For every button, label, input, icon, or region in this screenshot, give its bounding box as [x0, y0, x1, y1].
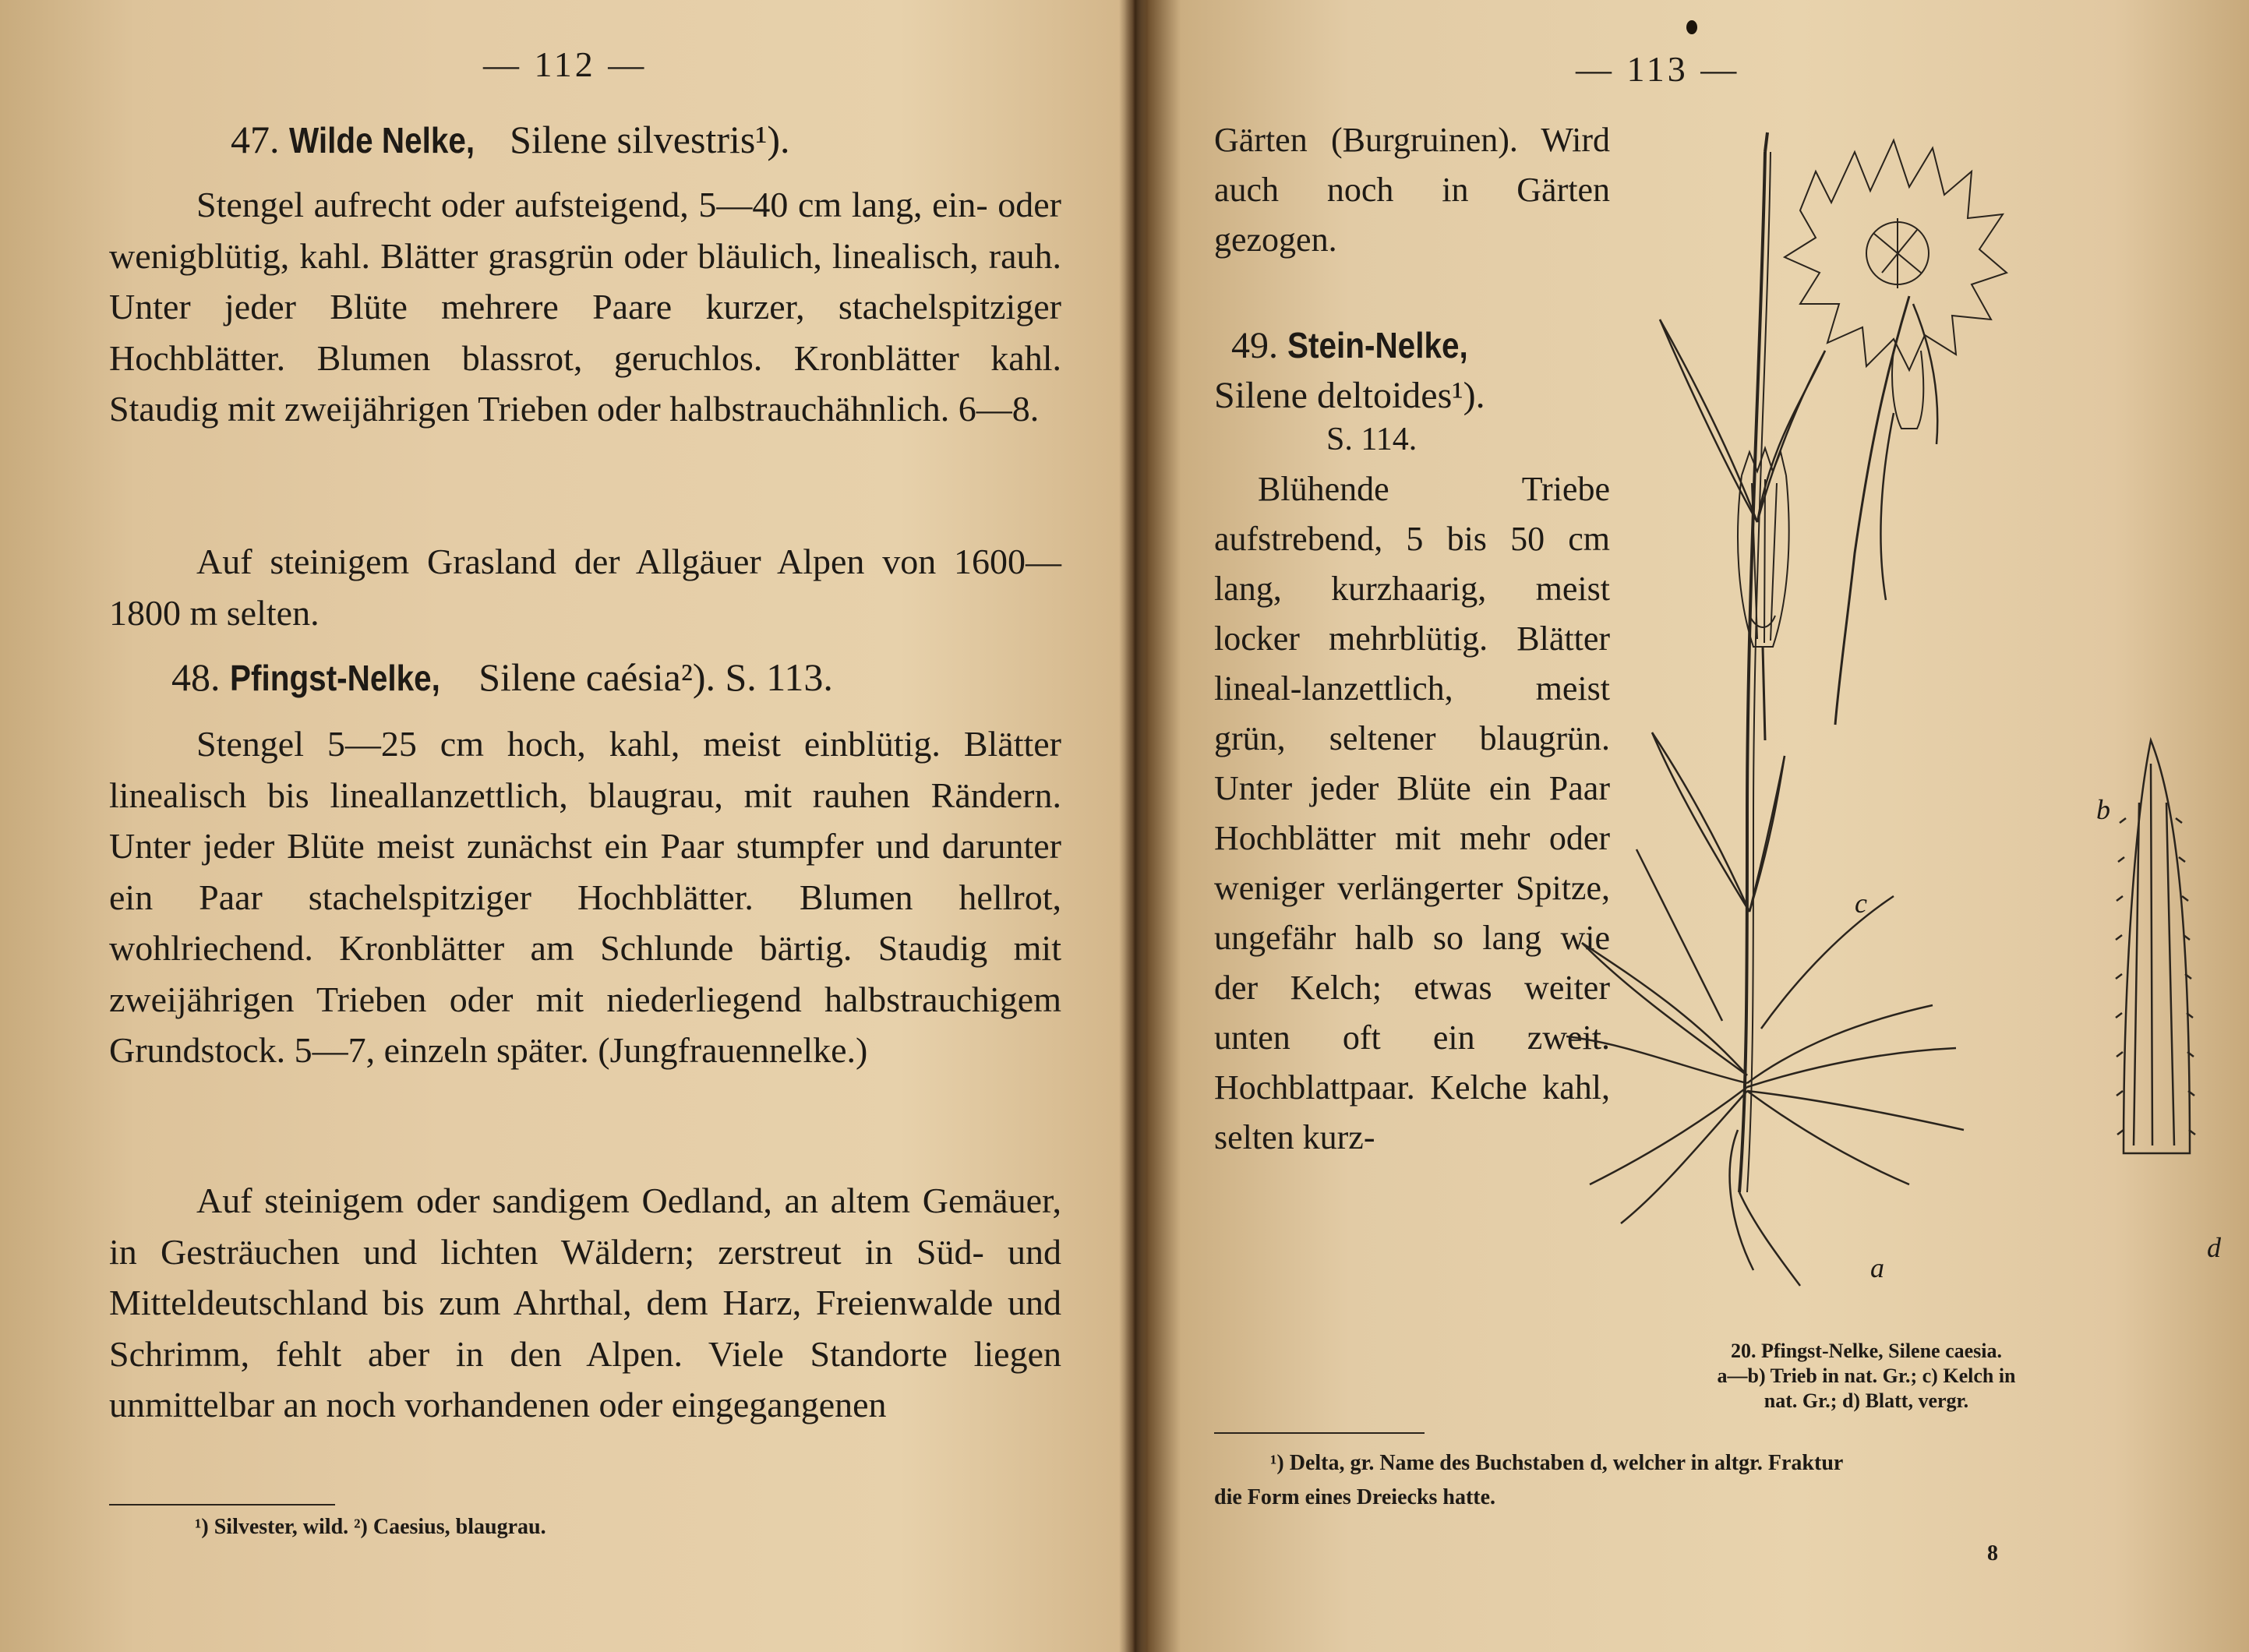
- footnote-rule-left: [109, 1504, 335, 1506]
- right-page: [1146, 0, 2249, 1652]
- footnote-left: ¹) Silvester, wild. ²) Caesius, blaugrau.: [195, 1515, 546, 1539]
- entry-48-description: Stengel 5—25 cm hoch, kahl, meist einblütig. Blätter linealisch bis lineallanzettlich, blaugrau, mit rauhen Rändern. Unter jeder Blüte meist zunächst ein Paar stumpfer und darunter ein Paar stachelspitziger Hochblätter. Blumen hellrot, wohlriechend. Kronblätter am Schlunde bärtig. Staudig mit zweijährigen Trieben oder mit niederliegend halbstrauchigem Grundstock. 5—7, einzeln später. (Jungfrauennelke.): [109, 724, 1061, 1070]
- entry-48-name: Pfingst-Nelke,: [230, 658, 440, 698]
- figure-label-a: a: [1870, 1252, 1884, 1283]
- figure-label-d: d: [2207, 1232, 2221, 1263]
- entry-48-number: 48.: [171, 655, 221, 699]
- book-gutter: [1119, 0, 1149, 1652]
- page-number-left: — 112 —: [483, 44, 648, 84]
- footnote-right-line-1: ¹) Delta, gr. Name des Buchstaben d, welcher in altgr. Fraktur: [1270, 1451, 1844, 1475]
- figure-caption-line-3: nat. Gr.; d) Blatt, vergr.: [1764, 1389, 1969, 1412]
- footnote-rule-right: [1214, 1432, 1425, 1434]
- footnote-right-line-2: die Form eines Dreiecks hatte.: [1214, 1485, 1496, 1509]
- entry-49-description: Blühende Triebe aufstrebend, 5 bis 50 cm lang, kurzhaarig, meist locker mehrblütig. Blätter lineal-lanzettlich, meist grün, seltener blaugrün. Unter jeder Blüte ein Paar Hochblätter mit mehr oder weniger verlängerter Spitze, ungefähr halb so lang wie der Kelch; etwas weiter unten oft ein zweit. Hochblattpaar. Kelche kahl, selten kurz-: [1214, 470, 1610, 1156]
- figure-label-b: b: [2096, 794, 2110, 825]
- figure-label-c: c: [1855, 888, 1867, 919]
- entry-49-reference: S. 114.: [1326, 422, 1418, 457]
- entry-47-name: Wilde Nelke,: [289, 120, 475, 161]
- entry-49-latin: Silene deltoides¹).: [1214, 375, 1485, 416]
- entry-48-heading: [171, 655, 833, 700]
- figure-caption-line-2: a—b) Trieb in nat. Gr.; c) Kelch in: [1717, 1364, 2016, 1387]
- entry-47-heading: [231, 117, 789, 162]
- signature-mark: 8: [1987, 1541, 1998, 1566]
- left-page: [0, 0, 1122, 1652]
- entry-48-latin: Silene caésia²). S. 113.: [468, 655, 833, 699]
- entry-47-latin: Silene silvestris¹).: [500, 118, 790, 161]
- page-number-right: — 113 —: [1576, 49, 1740, 89]
- entry-49-number: 49.: [1231, 325, 1278, 366]
- continuation-text: Gärten (Burgruinen). Wird auch noch in Gärten gezogen.: [1214, 121, 1610, 259]
- entry-48-habitat: Auf steinigem oder sandigem Oedland, an altem Gemäuer, in Gesträuchen und lichten Wäldern; zerstreut in Süd- und Mitteldeutschland bis zum Ahrthal, dem Harz, Freienwalde und Schrimm, fehlt aber in den Alpen. Viele Standorte liegen unmittelbar an noch vorhandenen oder eingegangenen: [109, 1181, 1061, 1424]
- figure-caption: [1566, 1339, 2166, 1414]
- entry-49-heading: [1231, 324, 1492, 367]
- entry-47-habitat: Auf steinigem Grasland der Allgäuer Alpen von 1600—1800 m selten.: [109, 542, 1061, 633]
- entry-47-description: Stengel aufrecht oder aufsteigend, 5—40 cm lang, ein- oder wenigblütig, kahl. Blätter grasgrün oder bläulich, linealisch, rauh. Unter jeder Blüte mehrere Paare kurzer, stachelspitziger Hochblätter. Blumen blassrot, geruchlos. Kronblätter kahl. Staudig mit zweijährigen Trieben oder halbstrauchähnlich. 6—8.: [109, 185, 1061, 429]
- figure-caption-line-1: 20. Pfingst-Nelke, Silene caesia.: [1730, 1340, 2003, 1362]
- ink-spot: [1686, 20, 1697, 34]
- entry-47-number: 47.: [231, 118, 280, 161]
- entry-49-name: Stein-Nelke,: [1287, 325, 1468, 365]
- plant-illustration: [1566, 117, 2229, 1333]
